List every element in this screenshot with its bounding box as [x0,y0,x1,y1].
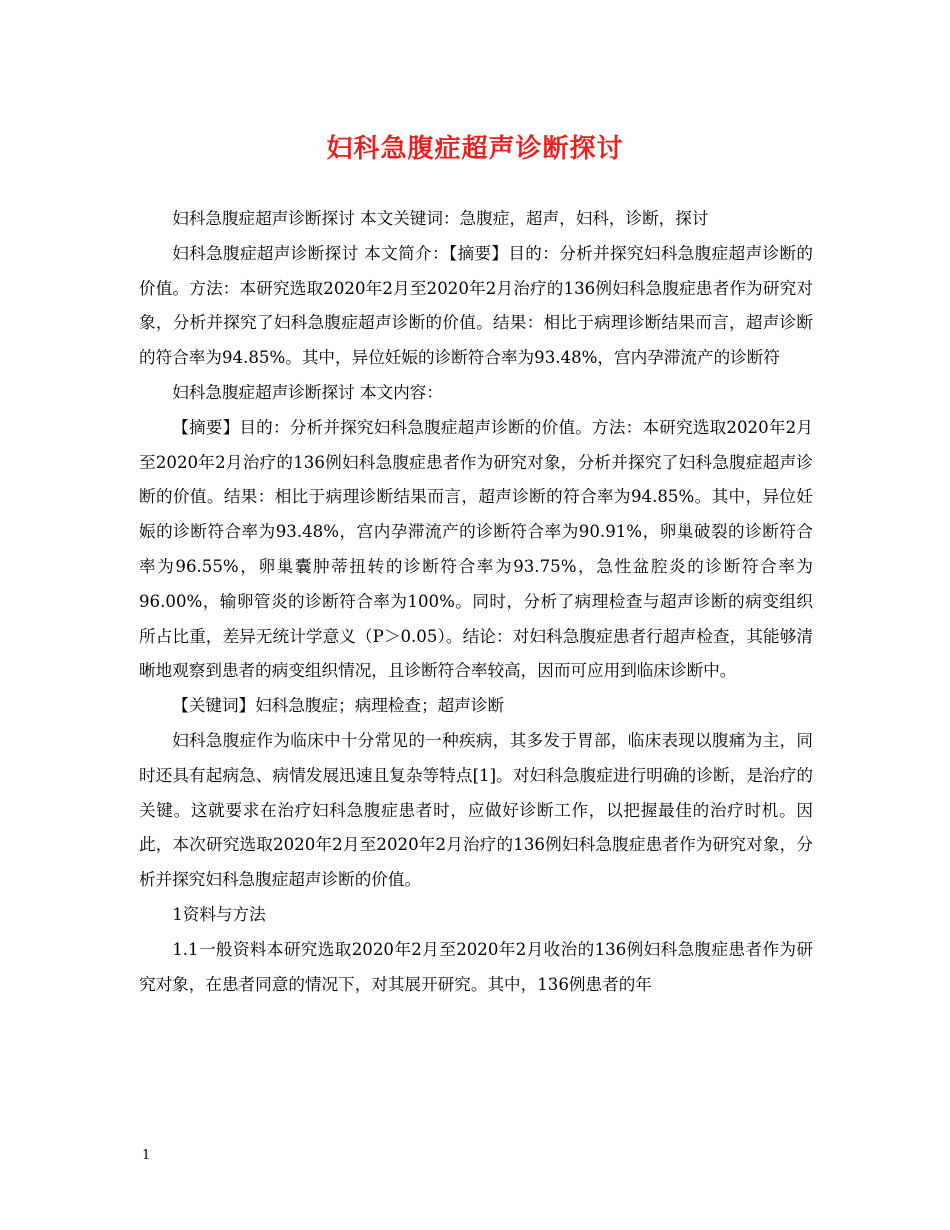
content-heading-paragraph: 妇科急腹症超声诊断探讨 本文内容： [172,382,443,402]
document-title: 妇科急腹症超声诊断探讨 [326,134,624,164]
keywords-paragraph: 妇科急腹症超声诊断探讨 本文关键词：急腹症，超声，妇科，诊断，探讨 [172,209,709,228]
page-number: 1 [142,1148,151,1163]
introduction-paragraph: 妇科急腹症作为临床中十分常见的一种疾病，其多发于胃部，临床表现以腹痛为主，同时还具有起病急、病情发展迅速且复杂等特点[1]。对妇科急腹症进行明确的诊断，是治疗的关键。这就要求在治疗妇科急腹症患者时，应做好诊断工作，以把握最佳的治疗时机。因此，本次研究选取2020年2月至2020年2月治疗的136例妇科急腹症患者作为研究对象，分析并探究妇科急腹症超声诊断的价值。 [139,730,813,890]
general-data-paragraph: 1.1一般资料本研究选取2020年2月至2020年2月收治的136例妇科急腹症患者作为研究对象，在患者同意的情况下，对其展开研究。其中，136例患者的年 [139,939,813,994]
abstract-paragraph: 【摘要】目的：分析并探究妇科急腹症超声诊断的价值。方法：本研究选取2020年2月至2020年2月治疗的136例妇科急腹症患者作为研究对象，分析并探究了妇科急腹症超声诊断的价值。结果：相比于病理诊断结果而言，超声诊断的符合率为94.85%。其中，异位妊娠的诊断符合率为93.48%，宫内孕滞流产的诊断符合率为90.91%，卵巢破裂的诊断符合率为96.55%，卵巢囊肿蒂扭转的诊断符合率为93.75%，急性盆腔炎的诊断符合率为96.00%，输卵管炎的诊断符合率为100%。同时，分析了病理检查与超声诊断的病变组织所占比重，差异无统计学意义（P＞0.05）。结论：对妇科急腹症患者行超声检查，其能够清晰地观察到患者的病变组织情况，且诊断符合率较高，因而可应用到临床诊断中。 [139,417,813,681]
keyword-list-paragraph: 【关键词】妇科急腹症；病理检查；超声诊断 [172,696,505,716]
document-body [139,202,813,1002]
summary-paragraph: 妇科急腹症超声诊断探讨 本文简介：【摘要】目的：分析并探究妇科急腹症超声诊断的价值。方法：本研究选取2020年2月至2020年2月治疗的136例妇科急腹症患者作为研究对象，分析并探究了妇科急腹症超声诊断的价值。结果：相比于病理诊断结果而言，超声诊断的符合率为94.85%。其中，异位妊娠的诊断符合率为93.48%，宫内孕滞流产的诊断符 [139,243,813,368]
section-heading: 1资料与方法 [172,904,266,924]
